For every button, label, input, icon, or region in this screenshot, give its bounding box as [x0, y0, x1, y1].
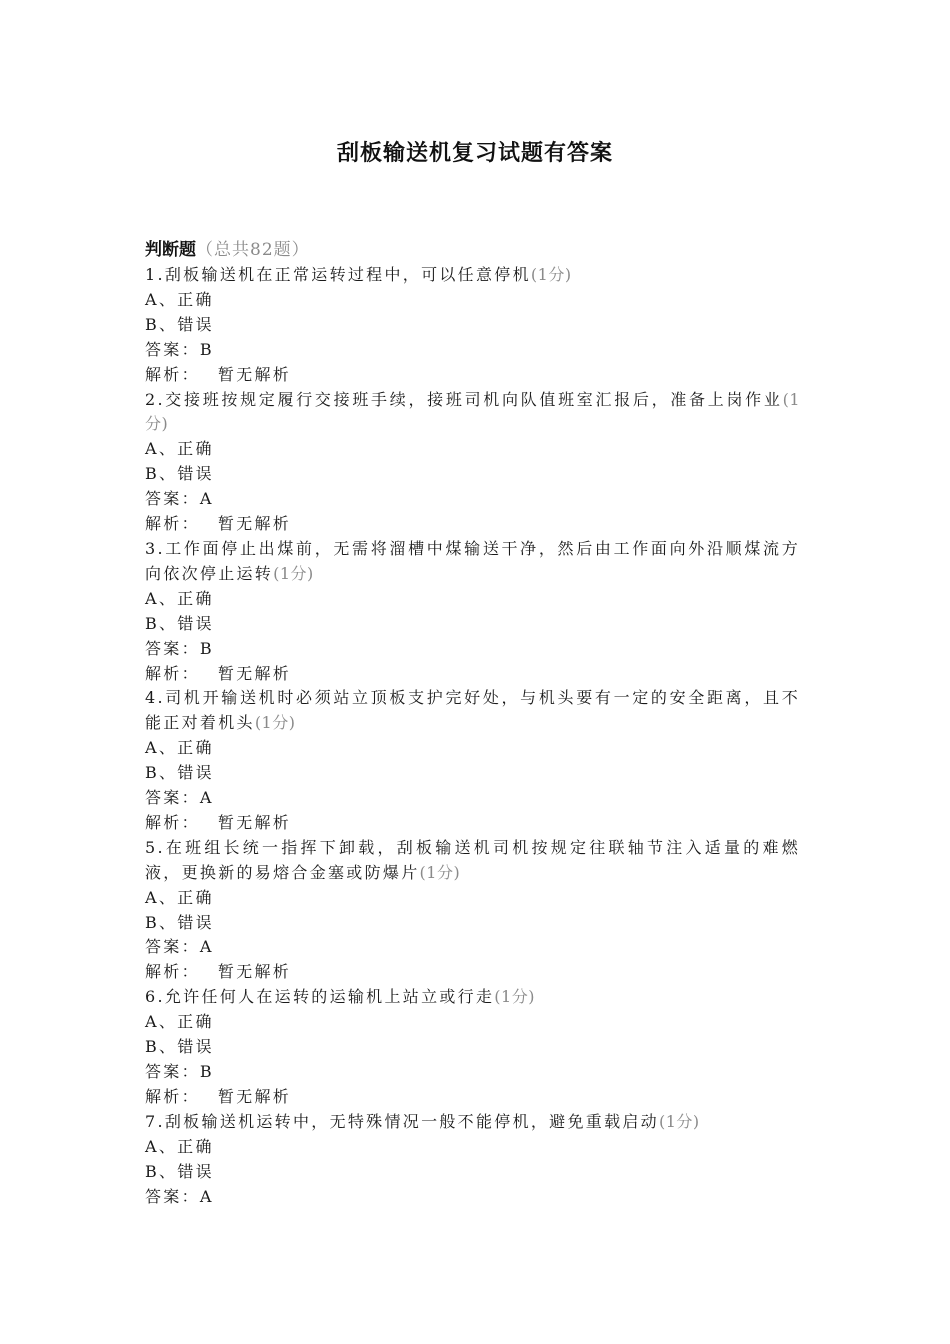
answer-line: [145, 935, 800, 960]
answer-label: 答案：: [145, 489, 200, 509]
question-text: [145, 686, 800, 736]
question-number: 4.: [145, 688, 165, 708]
analysis-label: 解析：: [145, 1086, 200, 1106]
analysis-value: 暂无解析: [217, 514, 292, 534]
question-text: [145, 388, 800, 438]
answer-value: B: [199, 1062, 214, 1081]
option-a: A、正确: [145, 289, 214, 309]
option-b: B、错误: [145, 1161, 214, 1181]
analysis-label: 解析：: [145, 962, 200, 982]
question-item: [145, 263, 800, 388]
question-number: 3.: [145, 538, 165, 558]
question-number: 2.: [145, 389, 165, 409]
question-score: (1分): [145, 389, 800, 434]
answer-line: [145, 1185, 800, 1210]
answer-label: 答案：: [145, 1186, 200, 1206]
analysis-line: [145, 1085, 800, 1110]
section-count: （总共82题）: [196, 240, 310, 260]
analysis-label: 解析：: [145, 812, 200, 832]
question-number: 1.: [145, 265, 165, 284]
answer-value: A: [199, 1186, 214, 1206]
question-item: [145, 388, 800, 537]
option-b: B、错误: [145, 464, 214, 484]
analysis-value: 暂无解析: [217, 663, 292, 683]
option-b: B、错误: [145, 613, 214, 633]
question-text: [145, 985, 800, 1010]
answer-value: A: [199, 788, 214, 808]
answer-label: 答案：: [145, 638, 200, 658]
analysis-value: 暂无解析: [217, 1086, 292, 1106]
analysis-label: 解析：: [145, 663, 200, 683]
option-a: A、正确: [145, 1012, 214, 1032]
option-b: B、错误: [145, 912, 214, 932]
section-title: 判断题: [145, 240, 196, 260]
option-b: B、错误: [145, 314, 214, 334]
question-number: 7.: [145, 1111, 165, 1131]
analysis-label: 解析：: [145, 364, 200, 384]
question-list: [145, 238, 800, 1209]
option-a: A、正确: [145, 1136, 214, 1156]
question-score: (1分): [530, 265, 572, 284]
question-item: [145, 836, 800, 985]
question-text: [145, 537, 800, 587]
answer-line: [145, 338, 800, 363]
analysis-line: [145, 811, 800, 836]
answer-line: [145, 786, 800, 811]
question-number: 6.: [145, 987, 165, 1007]
question-score: (1分): [658, 1111, 700, 1131]
document-title: 刮板输送机复习试题有答案: [336, 141, 613, 166]
question-text: [145, 263, 800, 288]
answer-value: A: [199, 937, 214, 957]
question-text: [145, 836, 800, 886]
option-a: A、正确: [145, 588, 214, 608]
answer-label: 答案：: [145, 788, 200, 808]
question-score: (1分): [494, 987, 535, 1007]
analysis-label: 解析：: [145, 514, 200, 534]
question-stem: 允许任何人在运转的运输机上站立或行走: [164, 987, 495, 1007]
question-text: [145, 1110, 800, 1135]
question-stem: 刮板输送机运转中，无特殊情况一般不能停机，避免重载启动: [164, 1111, 659, 1131]
question-number: 5.: [145, 837, 165, 857]
answer-label: 答案：: [145, 1062, 200, 1081]
question-item: [145, 1110, 800, 1210]
analysis-line: [145, 512, 800, 537]
question-stem: 工作面停止出煤前，无需将溜槽中煤输送干净，然后由工作面向外沿顺煤流方向依次停止运转: [145, 538, 800, 583]
analysis-line: [145, 363, 800, 388]
question-item: [145, 686, 800, 835]
option-a: A、正确: [145, 738, 214, 758]
answer-line: [145, 637, 800, 662]
question-stem: 司机开输送机时必须站立顶板支护完好处，与机头要有一定的安全距离，且不能正对着机头: [145, 688, 800, 733]
question-item: [145, 537, 800, 686]
option-a: A、正确: [145, 887, 214, 907]
answer-value: B: [199, 638, 214, 658]
question-stem: 交接班按规定履行交接班手续，接班司机向队值班室汇报后，准备上岗作业: [164, 389, 783, 409]
analysis-value: 暂无解析: [217, 364, 292, 384]
answer-line: [145, 1060, 800, 1085]
question-item: [145, 985, 800, 1110]
analysis-value: 暂无解析: [217, 962, 292, 982]
section-header: [145, 238, 800, 263]
analysis-value: 暂无解析: [217, 812, 292, 832]
answer-value: B: [199, 339, 214, 359]
answer-value: A: [199, 489, 214, 509]
question-score: (1分): [273, 563, 314, 583]
question-stem: 在班组长统一指挥下卸载，刮板输送机司机按规定往联轴节注入适量的难燃液，更换新的易熔合金塞或防爆片: [145, 837, 800, 882]
question-score: (1分): [419, 862, 461, 882]
analysis-line: [145, 662, 800, 687]
answer-line: [145, 487, 800, 512]
question-stem: 刮板输送机在正常运转过程中，可以任意停机: [164, 265, 531, 284]
question-score: (1分): [254, 713, 296, 733]
answer-label: 答案：: [145, 937, 200, 957]
option-b: B、错误: [145, 763, 214, 783]
option-a: A、正确: [145, 439, 214, 459]
answer-label: 答案：: [145, 339, 200, 359]
option-b: B、错误: [145, 1037, 214, 1057]
analysis-line: [145, 960, 800, 985]
